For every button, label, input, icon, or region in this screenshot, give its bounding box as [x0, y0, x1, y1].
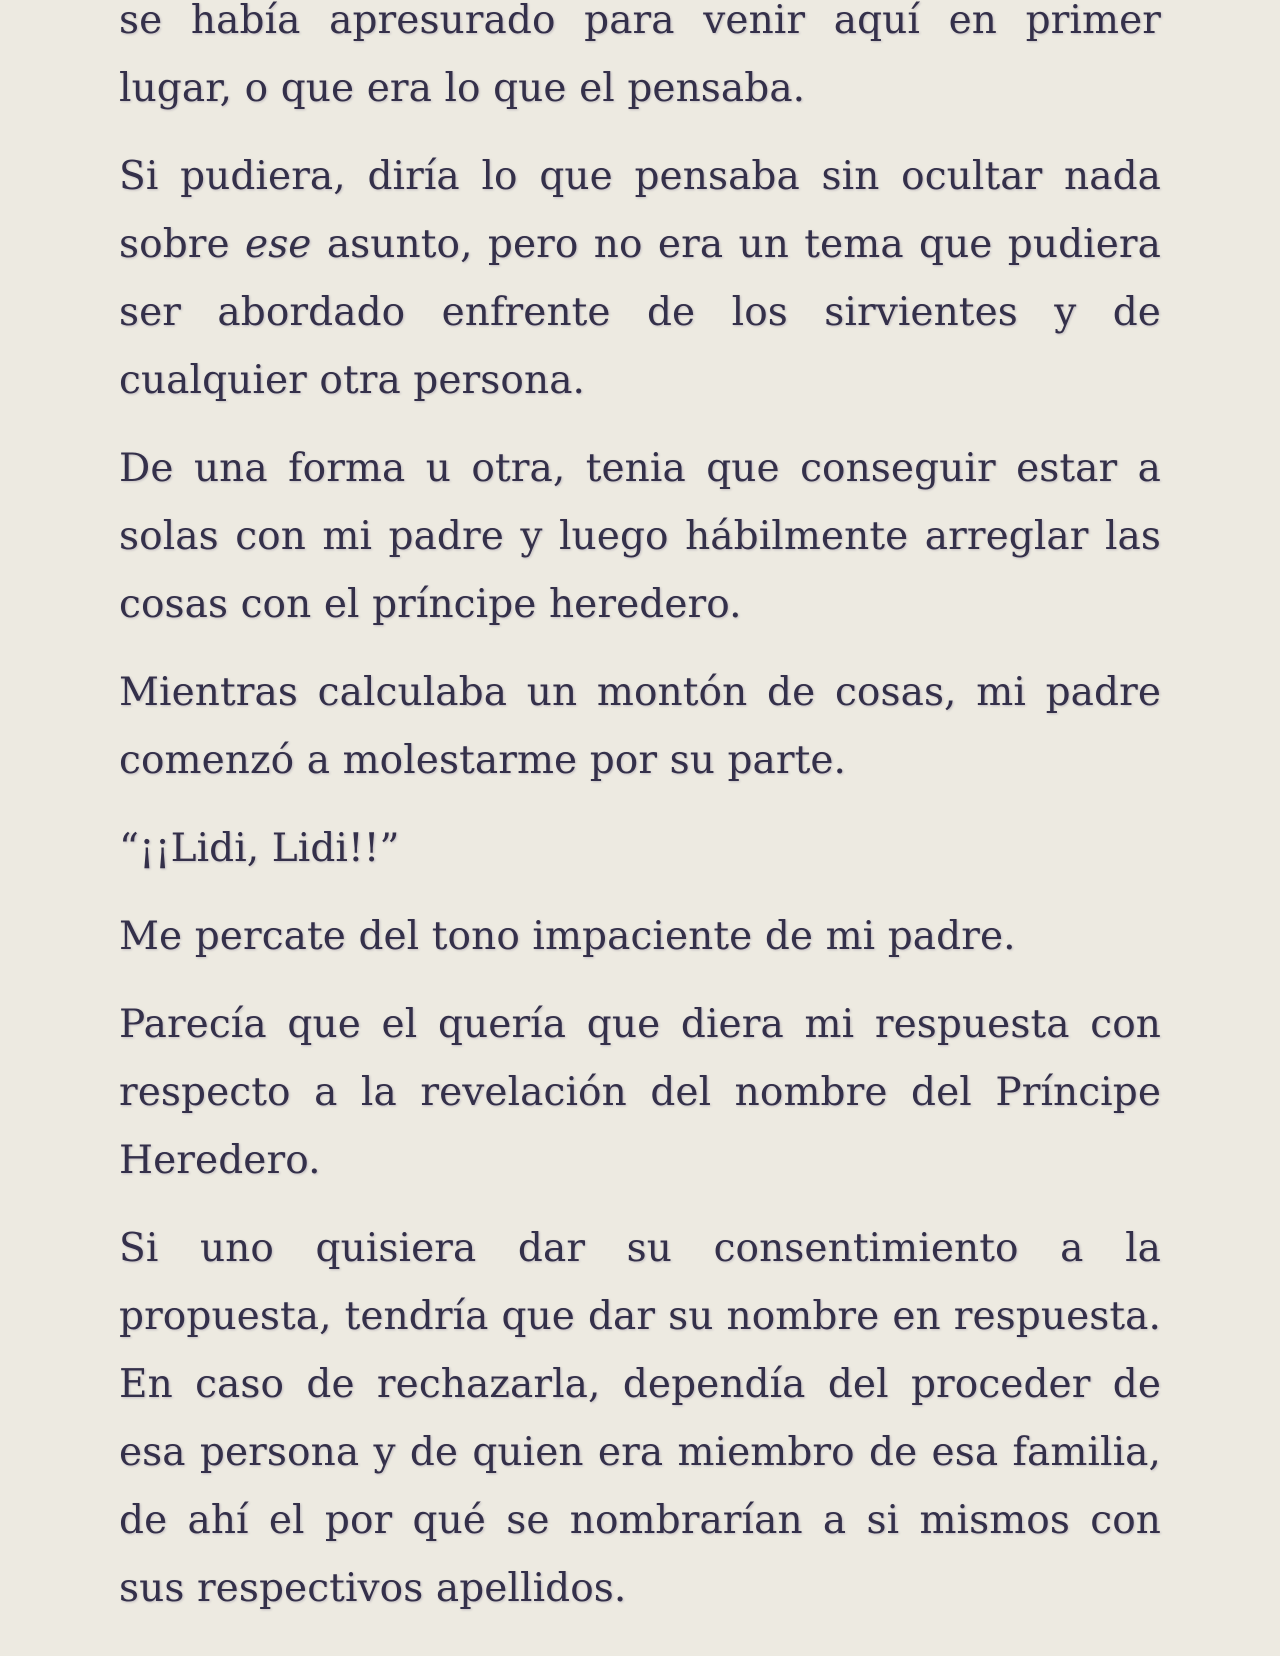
paragraph-3: [119, 435, 1161, 639]
text-column: [119, 0, 1161, 1643]
paragraph-1: [119, 0, 1161, 123]
paragraph-2: [119, 143, 1161, 415]
paragraph-7: [119, 991, 1161, 1195]
paragraph-5-dialogue: [119, 815, 1161, 883]
paragraph-2-italic-word: ese: [245, 222, 312, 267]
paragraph-1-text: se había apresurado para venir aquí en primer lugar, o que era lo que el pensaba.: [119, 0, 1161, 111]
paragraph-8-text: Si uno quisiera dar su consentimiento a la propuesta, tendría que dar su nombre en respuesta. En caso de rechazarla, dependía del proceder de esa persona y de quien era miembro de esa familia, de ahí el por qué se nombrarían a si mismos con sus respectivos apellidos.: [119, 1226, 1161, 1611]
paragraph-2-text: asunto, pero no era un tema que pudiera ser abordado enfrente de los sirvientes y de cualquier otra persona.: [119, 222, 1161, 403]
paragraph-4-text: Mientras calculaba un montón de cosas, mi padre comenzó a molestarme por su parte.: [119, 670, 1161, 783]
paragraph-8: [119, 1215, 1161, 1623]
paragraph-4: [119, 659, 1161, 795]
paragraph-6-text: Me percate del tono impaciente de mi padre.: [119, 914, 1016, 959]
paragraph-5-text: “¡¡Lidi, Lidi!!”: [119, 826, 400, 871]
paragraph-7-text: Parecía que el quería que diera mi respuesta con respecto a la revelación del nombre del Príncipe Heredero.: [119, 1002, 1161, 1183]
paragraph-2-lead: Si pudiera, diría lo que pensaba sin ocultar nada sobre: [119, 154, 1161, 267]
paragraph-3-text: De una forma u otra, tenia que conseguir estar a solas con mi padre y luego hábilmente arreglar las cosas con el príncipe heredero.: [119, 446, 1161, 627]
paragraph-6: [119, 903, 1161, 971]
